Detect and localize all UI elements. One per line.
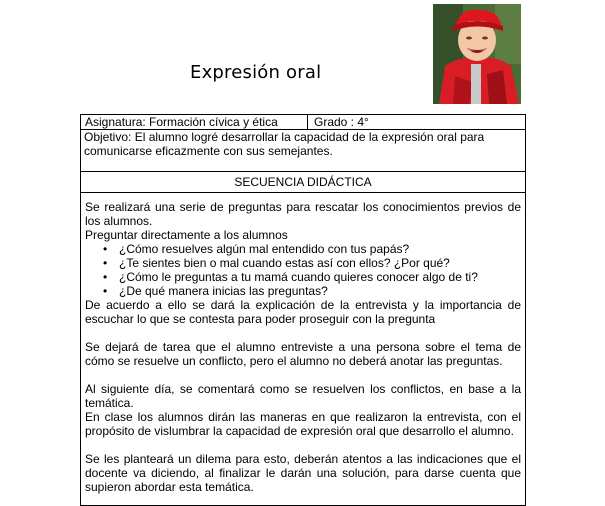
- child-photo: [433, 4, 521, 104]
- homework-paragraph: Se dejará de tarea que el alumno entreviste a una persona sobre el tema de cómo se resuelve un conflicto, pero el alumno no deberá anotar las preguntas.: [85, 340, 521, 368]
- page-title: Expresión oral: [190, 62, 322, 83]
- list-item: • ¿Cómo resuelves algún mal entendido con tus papás?: [103, 242, 410, 256]
- grade-cell: Grado : 4°: [314, 115, 369, 129]
- lesson-plan-table: [80, 114, 526, 506]
- question-list: [85, 242, 521, 298]
- in-class-paragraph: En clase los alumnos dirán las maneras en que realizaron la entrevista, con el propósito de vislumbrar la capacidad de expresión oral que desarrollo el alumno.: [85, 410, 521, 438]
- explanation-paragraph: De acuerdo a ello se dará la explicación de la entrevista y la importancia de escuchar lo que se contesta para poder proseguir con la pregunta: [85, 298, 521, 326]
- objective-cell: Objetivo: El alumno logré desarrollar la capacidad de la expresión oral para comunicarse eficazmente con sus semejantes.: [81, 130, 525, 172]
- table-header-row: [81, 115, 525, 130]
- ask-line: Preguntar directamente a los alumnos: [85, 228, 288, 242]
- sequence-heading: SECUENCIA DIDÁCTICA: [81, 172, 525, 193]
- subject-cell: Asignatura: Formación cívica y ética: [81, 115, 308, 129]
- sequence-content: [81, 193, 525, 494]
- intro-paragraph: Se realizará una serie de preguntas para rescatar los conocimientos previos de los alumnos.: [85, 200, 521, 228]
- list-item: • ¿Te sientes bien o mal cuando estas así con ellos? ¿Por qué?: [103, 256, 450, 270]
- list-item: • ¿Cómo le preguntas a tu mamá cuando quieres conocer algo de ti?: [103, 270, 478, 284]
- list-item: • ¿De qué manera inicias las preguntas?: [103, 284, 328, 298]
- next-day-paragraph: Al siguiente día, se comentará como se resuelven los conflictos, en base a la temática.: [85, 382, 521, 410]
- dilemma-paragraph: Se les planteará un dilema para esto, deberán atentos a las indicaciones que el docente va diciendo, al finalizar le darán una solución, para darse cuenta que supieron abordar esta temática.: [85, 452, 521, 494]
